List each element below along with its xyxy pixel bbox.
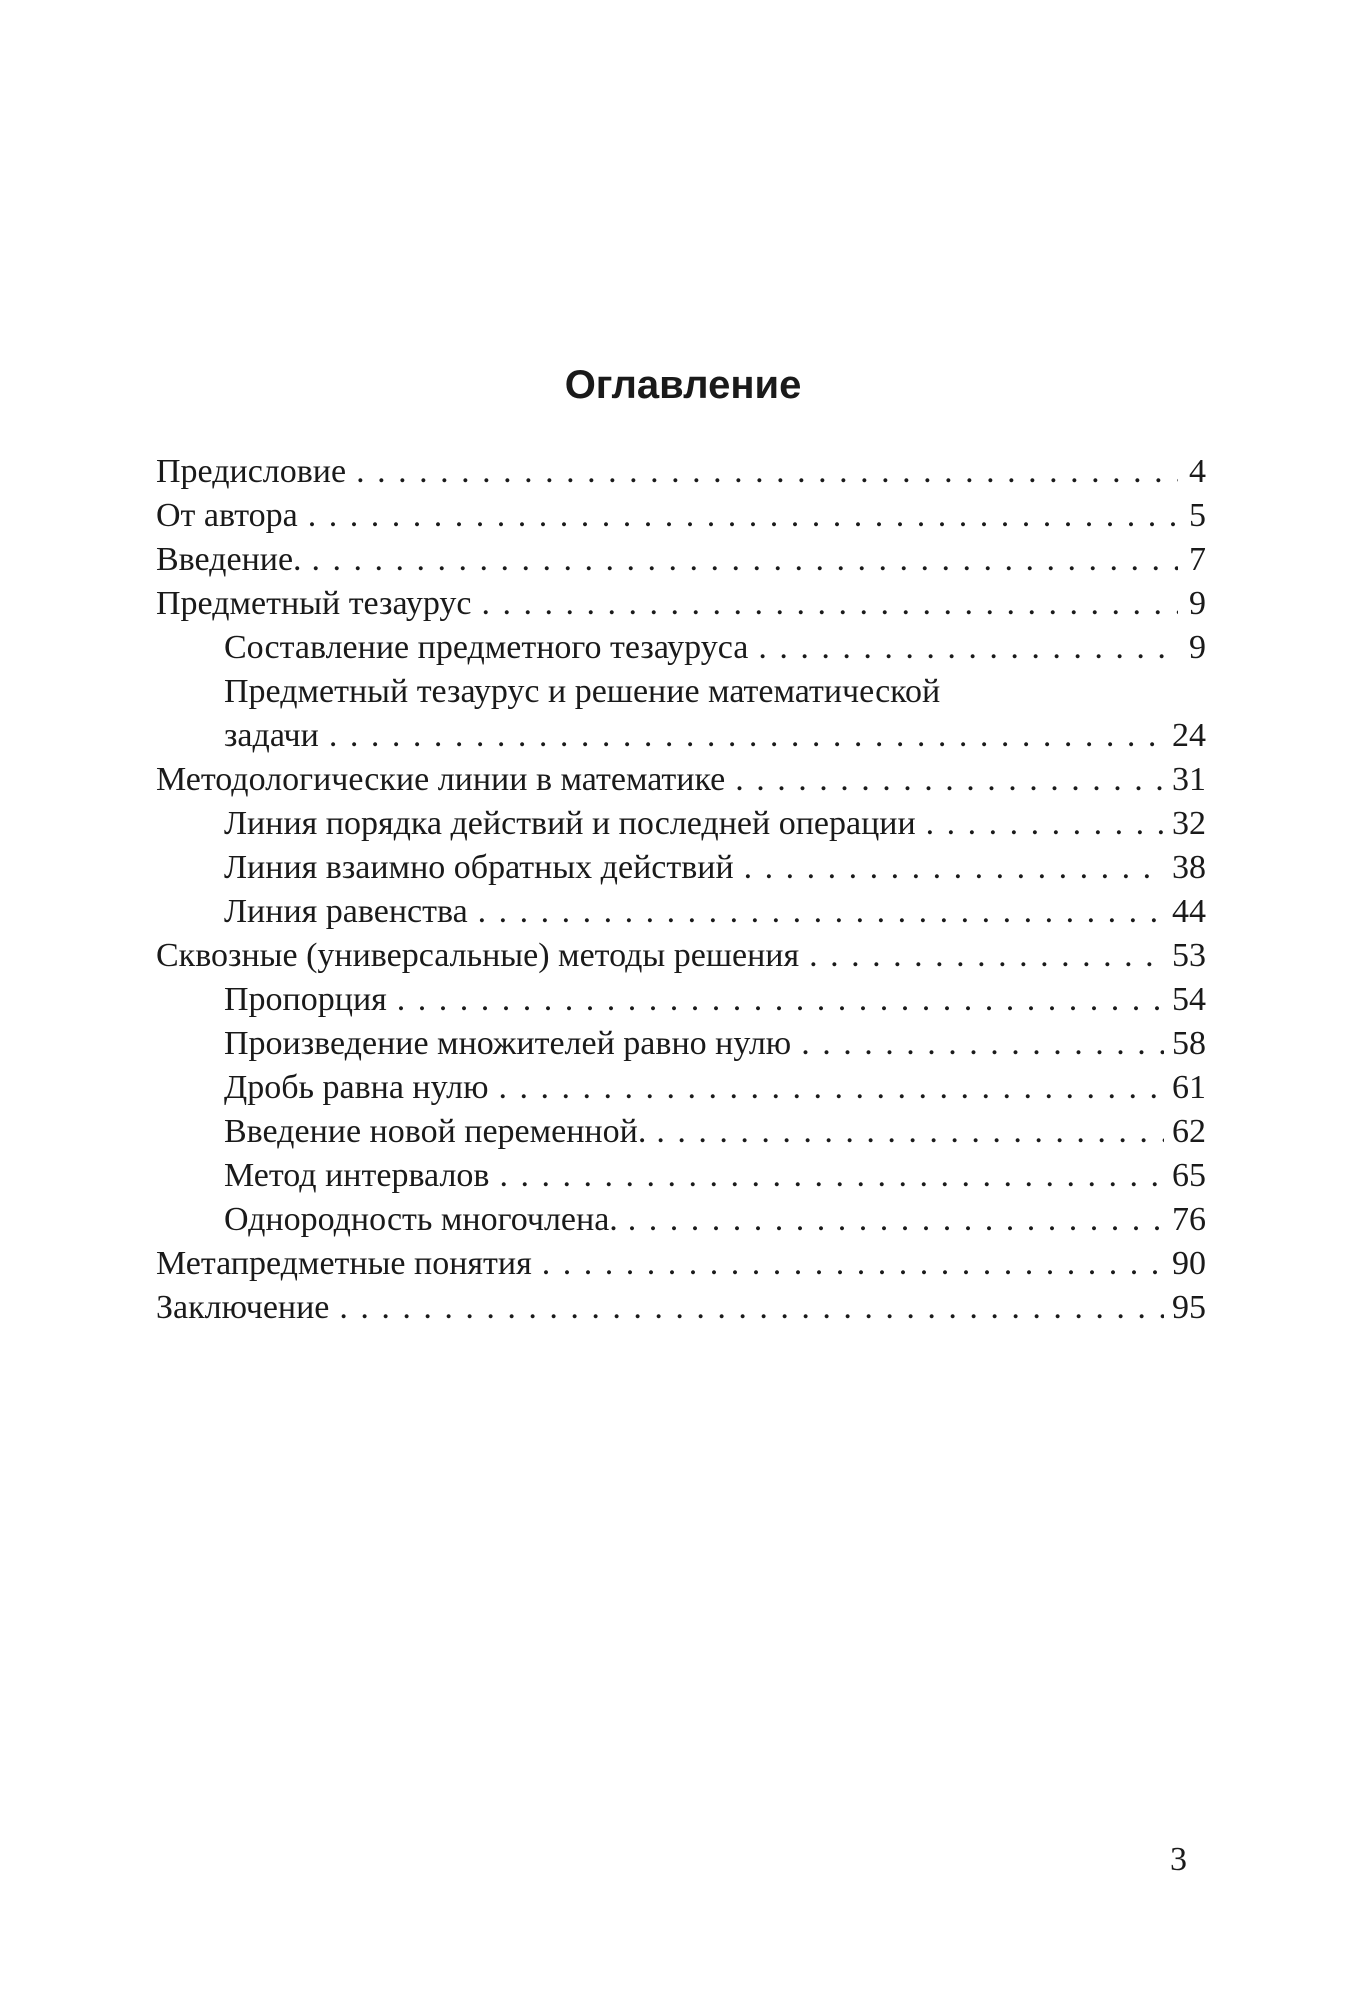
- toc-entry-page: 54: [1172, 981, 1206, 1018]
- dot-leader: [499, 1066, 1165, 1110]
- toc-entry-label: Линия порядка действий и последней операции: [224, 805, 916, 842]
- toc-entry[interactable]: [156, 626, 1206, 670]
- toc-entry-page: 95: [1172, 1289, 1206, 1326]
- dot-leader: [329, 714, 1164, 758]
- toc-entry-page: 5: [1189, 497, 1206, 534]
- toc-entry-page: 62: [1172, 1113, 1206, 1150]
- toc-entry-page: 7: [1189, 541, 1206, 578]
- toc-entry[interactable]: [156, 890, 1206, 934]
- toc-entry[interactable]: [156, 1154, 1206, 1198]
- toc-entry[interactable]: [156, 450, 1206, 494]
- toc-entry[interactable]: [156, 802, 1206, 846]
- toc-entry-label: Метапредметные понятия: [156, 1245, 532, 1282]
- toc-entry-first-line[interactable]: [156, 670, 1206, 714]
- dot-leader: [482, 582, 1179, 626]
- toc-entry-page: 65: [1172, 1157, 1206, 1194]
- toc-entry-page: 4: [1189, 453, 1206, 490]
- dot-leader: [926, 802, 1164, 846]
- toc-entry-label: Составление предметного тезауруса: [224, 629, 749, 666]
- table-of-contents: [156, 450, 1206, 1330]
- toc-entry[interactable]: [156, 934, 1206, 978]
- toc-entry-label-continuation: задачи: [224, 717, 319, 754]
- toc-entry-page: 38: [1172, 849, 1206, 886]
- toc-entry-label: Введение новой переменной.: [224, 1113, 647, 1150]
- dot-leader: [656, 1110, 1164, 1154]
- dot-leader: [308, 494, 1178, 538]
- toc-entry-label: Линия взаимно обратных действий: [224, 849, 734, 886]
- toc-entry-page: 58: [1172, 1025, 1206, 1062]
- dot-leader: [809, 934, 1164, 978]
- dot-leader: [628, 1198, 1164, 1242]
- dot-leader: [735, 758, 1164, 802]
- toc-entry[interactable]: [156, 758, 1206, 802]
- dot-leader: [339, 1286, 1164, 1330]
- toc-entry[interactable]: [156, 1198, 1206, 1242]
- toc-entry-label: Предисловие: [156, 453, 347, 490]
- page-title: Оглавление: [564, 363, 802, 407]
- dot-leader: [356, 450, 1178, 494]
- toc-entry[interactable]: [156, 494, 1206, 538]
- dot-leader: [312, 538, 1178, 582]
- toc-entry-page: 9: [1189, 585, 1206, 622]
- toc-entry[interactable]: [156, 1110, 1206, 1154]
- toc-entry-continuation[interactable]: [156, 714, 1206, 758]
- dot-leader: [397, 978, 1164, 1022]
- toc-entry-label: Заключение: [156, 1289, 330, 1326]
- toc-entry-page: 32: [1172, 805, 1206, 842]
- toc-entry[interactable]: [156, 846, 1206, 890]
- toc-entry-page: 31: [1172, 761, 1206, 798]
- toc-entry-label: Предметный тезаурус и решение математической: [224, 673, 941, 710]
- toc-entry-page: 24: [1172, 717, 1206, 754]
- toc-entry-label: От автора: [156, 497, 298, 534]
- toc-entry[interactable]: [156, 538, 1206, 582]
- toc-entry-label: Однородность многочлена.: [224, 1201, 618, 1238]
- dot-leader: [758, 626, 1178, 670]
- dot-leader: [744, 846, 1164, 890]
- toc-entry[interactable]: [156, 1022, 1206, 1066]
- toc-entry[interactable]: [156, 1066, 1206, 1110]
- dot-leader: [542, 1242, 1164, 1286]
- toc-entry-label: Введение.: [156, 541, 302, 578]
- toc-entry-label: Метод интервалов: [224, 1157, 490, 1194]
- toc-entry-label: Сквозные (универсальные) методы решения: [156, 937, 800, 974]
- toc-entry[interactable]: [156, 1286, 1206, 1330]
- dot-leader: [499, 1154, 1164, 1198]
- toc-entry-label: Линия равенства: [224, 893, 468, 930]
- toc-entry-page: 76: [1172, 1201, 1206, 1238]
- page-number: 3: [1170, 1841, 1187, 1878]
- toc-entry[interactable]: [156, 978, 1206, 1022]
- toc-entry[interactable]: [156, 1242, 1206, 1286]
- dot-leader: [478, 890, 1164, 934]
- toc-entry-page: 9: [1189, 629, 1206, 666]
- toc-entry-label: Предметный тезаурус: [156, 585, 472, 622]
- toc-entry-label: Дробь равна нулю: [224, 1069, 489, 1106]
- dot-leader: [801, 1022, 1164, 1066]
- toc-entry-page: 53: [1172, 937, 1206, 974]
- toc-entry-label: Произведение множителей равно нулю: [224, 1025, 792, 1062]
- toc-entry-page: 90: [1172, 1245, 1206, 1282]
- toc-entry[interactable]: [156, 582, 1206, 626]
- toc-entry-label: Методологические линии в математике: [156, 761, 726, 798]
- toc-entry-label: Пропорция: [224, 981, 387, 1018]
- toc-entry-page: 61: [1172, 1069, 1206, 1106]
- toc-entry-page: 44: [1172, 893, 1206, 930]
